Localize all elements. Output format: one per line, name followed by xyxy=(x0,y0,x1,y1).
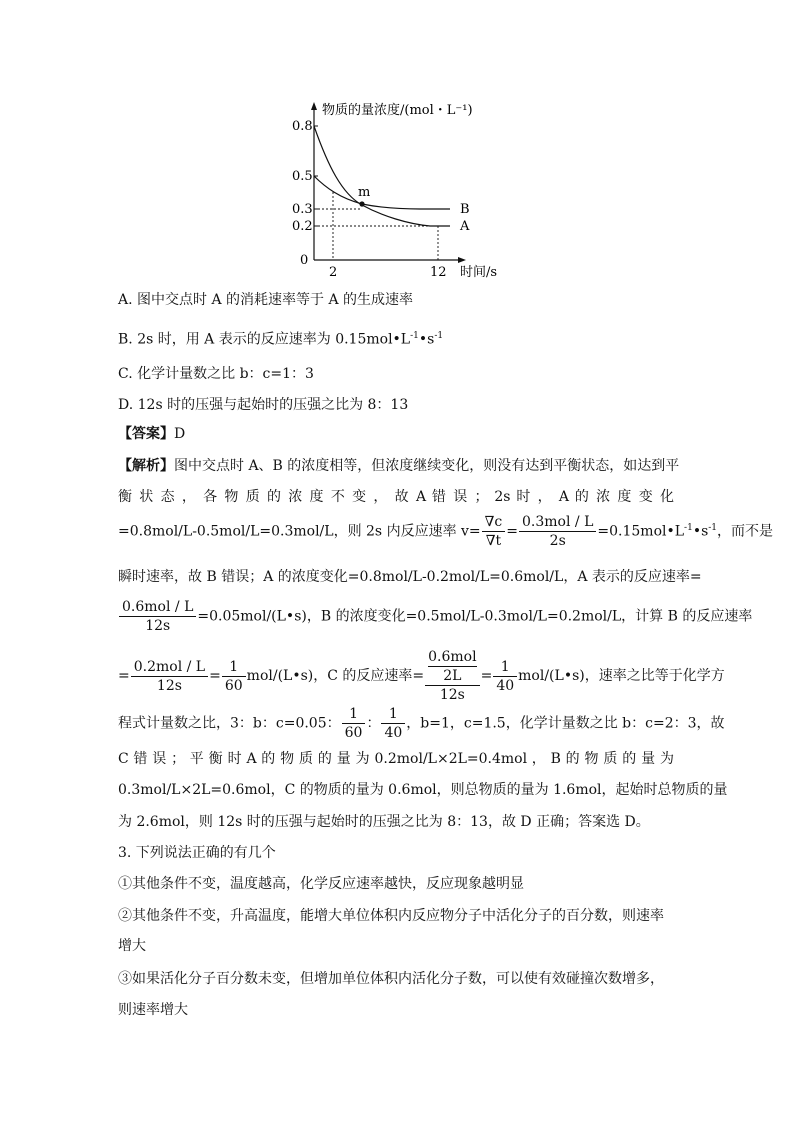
analysis-line-9: 0.3mol/L×2L=0.6mol，C 的物质的量为 0.6mol，则总物质的量为 1.6mol，起始时总物质的量 xyxy=(118,782,728,798)
fraction-dc-dt: $\frac{\nabla c}{\nabla t}$ xyxy=(482,513,506,550)
curve-label-a: A xyxy=(460,219,470,234)
x-tick-label-2: 2 xyxy=(329,265,338,280)
y-tick-label-08: 0.8 xyxy=(292,119,313,134)
answer-value: D xyxy=(174,426,186,442)
concentration-graph xyxy=(270,96,520,282)
analysis-line-10: 为 2.6mol，则 12s 时的压强与起始时的压强之比为 8：13，故 D 正确；答案选 D。 xyxy=(118,814,650,830)
x-tick-label-12: 12 xyxy=(430,265,447,280)
option-b-sup2: -1 xyxy=(434,331,444,341)
curve-a xyxy=(314,126,450,226)
intersection-point xyxy=(359,201,364,206)
answer-bracket: 【答案】 xyxy=(118,426,174,442)
option-d: D. 12s 时的压强与起始时的压强之比为 8：13 xyxy=(118,397,409,413)
analysis-text-5: =0.05mol/(L•s)，B 的浓度变化=0.5mol/L-0.3mol/L=0.2mol/L，计算 B 的反应速率 xyxy=(197,608,753,625)
y-axis-arrow xyxy=(311,102,317,110)
curve-label-b: B xyxy=(460,202,470,217)
question-3-statement-3b: 则速率增大 xyxy=(118,1002,188,1018)
origin-label: 0 xyxy=(300,253,309,268)
option-c: C. 化学计量数之比 b：c=1：3 xyxy=(118,366,314,382)
x-axis-arrow xyxy=(458,257,466,263)
analysis-line-6: = $\frac{\text{0.2mol / L}}{12s}$ = $\frac{1}{60}$ mol/(L•s)，C 的反应速率= 0.6mol 2L 12s = $\frac{1}{40}$ mol/(L•s)，速率之比等于化学方 xyxy=(118,649,725,703)
option-b-text: B. 2s 时，用 A 表示的反应速率为 0.15mol•L xyxy=(118,331,411,348)
fraction-1-40: $\frac{1}{40}$ xyxy=(493,658,517,695)
analysis-line-2: 衡 状 态 ， 各 物 质 的 浓 度 不 变 ， 故 A 错 误 ； 2s 时 ， A 的 浓 度 变 化 xyxy=(118,489,674,505)
analysis-line-5 xyxy=(118,598,752,635)
analysis-line-3: =0.8mol/L-0.5mol/L=0.3mol/L，则 2s 内反应速率 v= $\frac{\nabla c}{\nabla t}$ = $\frac{\text{0.3mol / L}}{2s}$ $=0.15mol•L^{-1}•s^{-1}$，而不是 xyxy=(118,514,774,549)
option-b xyxy=(118,326,443,350)
analysis-bracket: 【解析】 xyxy=(118,458,174,474)
analysis-line-1 xyxy=(118,456,679,476)
x-axis-label: 时间/s xyxy=(460,265,498,280)
y-axis-label: 物质的量浓度/(mol・L⁻¹) xyxy=(322,103,473,118)
point-label-m: m xyxy=(358,185,371,200)
question-3-statement-2b: 增大 xyxy=(118,938,146,954)
analysis-text-1: 图中交点时 A、B 的浓度相等，但浓度继续变化，则没有达到平衡状态，如达到平 xyxy=(174,458,680,474)
fraction-1-60-b: $\frac{1}{60}$ xyxy=(342,705,366,742)
analysis-line-8: C 错 误 ； 平 衡 时 A 的 物 质 的 量 为 0.2mol/L×2L=0.4mol ， B 的 物 质 的 量 为 xyxy=(118,751,674,767)
fraction-0.6-12s: $\frac{\text{0.6mol / L}}{12s}$ xyxy=(119,598,196,635)
fraction-1-60: $\frac{1}{60}$ xyxy=(222,658,246,695)
y-tick-label-05: 0.5 xyxy=(292,169,313,184)
option-b-mid: •s xyxy=(418,331,435,348)
analysis-line-4: 瞬时速率，故 B 错误；A 的浓度变化=0.8mol/L-0.2mol/L=0.6mol/L，A 表示的反应速率= xyxy=(118,569,702,585)
question-3-statement-2a: ②其他条件不变，升高温度，能增大单位体积内反应物分子中活化分子的百分数，则速率 xyxy=(118,908,664,924)
answer-line xyxy=(118,424,185,444)
analysis-text-3a: =0.8mol/L-0.5mol/L=0.3mol/L，则 2s 内反应速率 v= xyxy=(118,523,481,540)
analysis-line-7: 程式计量数之比，3：b：c=0.05： $\frac{1}{60}$ ： $\frac{1}{40}$ ，b=1，c=1.5，化学计量数之比 b：c=2：3，故 xyxy=(118,706,725,741)
question-3-statement-1: ①其他条件不变，温度越高，化学反应速率越快，反应现象越明显 xyxy=(118,876,524,892)
fraction-0.2-12s: $\frac{\text{0.2mol / L}}{12s}$ xyxy=(131,658,208,695)
curve-b xyxy=(314,176,450,209)
question-3-statement-3a: ③如果活化分子百分数未变，但增加单位体积内活化分子数，可以使有效碰撞次数增多， xyxy=(118,971,664,987)
y-tick-label-03: 0.3 xyxy=(292,202,313,217)
fraction-compound: 0.6mol 2L 12s xyxy=(425,648,479,704)
option-b-sup1: -1 xyxy=(410,331,419,341)
concentration-time-figure xyxy=(270,96,520,282)
fraction-1-40-b: $\frac{1}{40}$ xyxy=(381,705,405,742)
question-3-stem: 3. 下列说法正确的有几个 xyxy=(118,845,276,861)
option-a: A. 图中交点时 A 的消耗速率等于 A 的生成速率 xyxy=(118,292,414,308)
y-tick-label-02: 0.2 xyxy=(292,219,313,234)
fraction-0.3-2s: $\frac{\text{0.3mol / L}}{2s}$ xyxy=(519,513,596,550)
